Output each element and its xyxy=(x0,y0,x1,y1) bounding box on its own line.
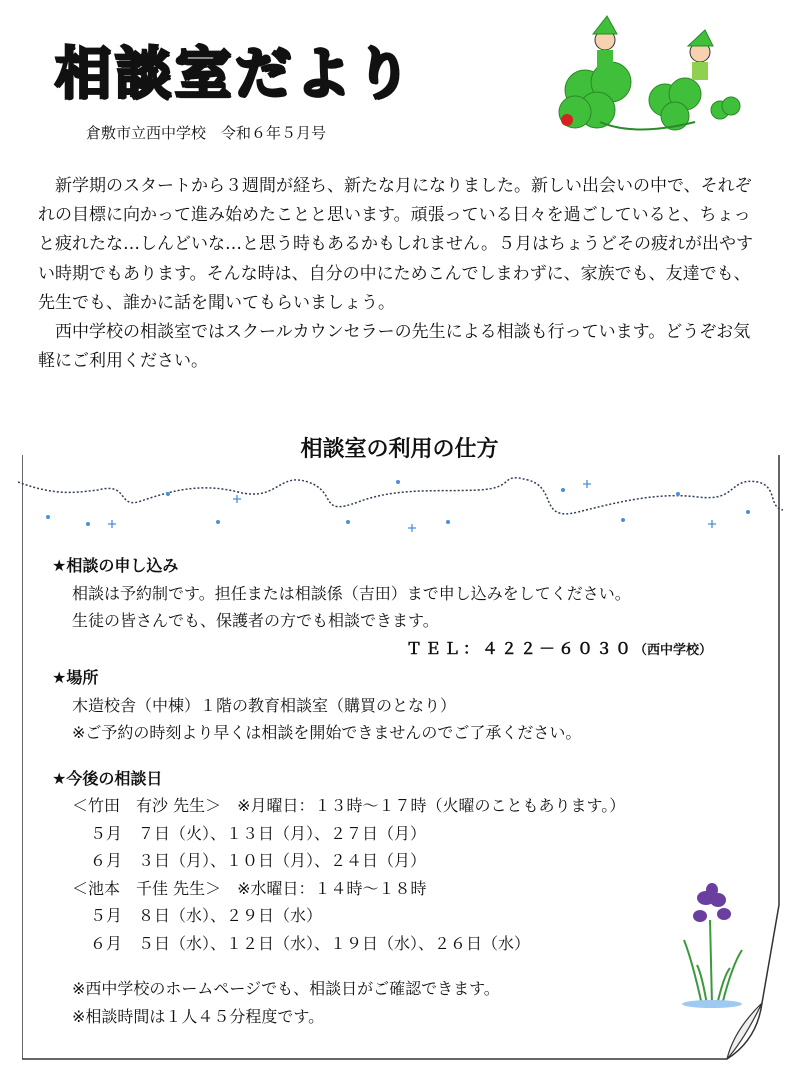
place-line: ※ご予約の時刻より早くは相談を開始できませんのでご了承ください。 xyxy=(72,723,582,742)
counselor-line: ＜池本 千佳 先生＞ ※水曜日：１４時～１８時 xyxy=(72,878,427,898)
telephone xyxy=(52,635,772,665)
note-line: ※相談時間は１人４５分程度です。 xyxy=(72,1006,325,1026)
application-line: 相談は予約制です。担任または相談係（吉田）まで申し込みをしてください。 xyxy=(72,583,631,603)
schedule-heading: ★今後の相談日 xyxy=(52,768,163,788)
school-issue: 倉敷市立西中学校 令和６年５月号 xyxy=(86,124,327,142)
clover-illustration xyxy=(545,12,745,137)
schedule-dates: ５月 ８日（水）、２９日（水） xyxy=(90,906,323,925)
page-title: 相談室だより xyxy=(55,42,415,107)
schedule-dates: ６月 ３日（月）、１０日（月）、２４日（月） xyxy=(90,851,427,870)
note-line: ※西中学校のホームページでも、相談日がご確認できます。 xyxy=(72,979,500,998)
section-title: 相談室の利用の仕方 xyxy=(300,437,499,462)
usage-content xyxy=(52,552,772,1030)
application-heading: ★相談の申し込み xyxy=(52,556,179,575)
counselor-line: ＜竹田 有沙 先生＞ ※月曜日：１３時～１７時（火曜のこともあります。） xyxy=(72,796,626,815)
telephone-note: （西中学校） xyxy=(633,642,712,658)
place-line: 木造校舎（中棟）１階の教育相談室（購買のとなり） xyxy=(72,695,457,715)
telephone-number: ＴＥＬ：４２２－６０３０ xyxy=(405,638,634,658)
intro-paragraph: 新学期のスタートから３週間が経ち、新たな月になりました。新しい出会いの中で、それぞれの目標に向かって進み始めたことと思います。頑張っている日々を過ごしていると、ちょっと疲れたな…しんどいな…と思う時もあるかもしれません。５月はちょうどその疲れが出やすい時期でもあります。そんな時は、自分の中にためこんでしまわずに、家族でも、友達でも、先生でも、誰かに話を聞いてもらいましょう。 xyxy=(38,176,754,313)
ribbon-decoration xyxy=(18,462,783,542)
application-line: 生徒の皆さんでも、保護者の方でも相談できます。 xyxy=(72,611,439,630)
place-heading: ★場所 xyxy=(52,668,99,687)
iris-flower-icon xyxy=(672,880,752,1010)
intro-text xyxy=(38,172,758,376)
schedule-dates: ５月 ７日（火）、１３日（月）、２７日（月） xyxy=(90,823,427,843)
schedule-dates: ６月 ５日（水）、１２日（水）、１９日（水）、２６日（水） xyxy=(90,933,531,953)
intro-paragraph: 西中学校の相談室ではスクールカウンセラーの先生による相談も行っています。どうぞお気軽にご利用ください。 xyxy=(38,322,751,372)
